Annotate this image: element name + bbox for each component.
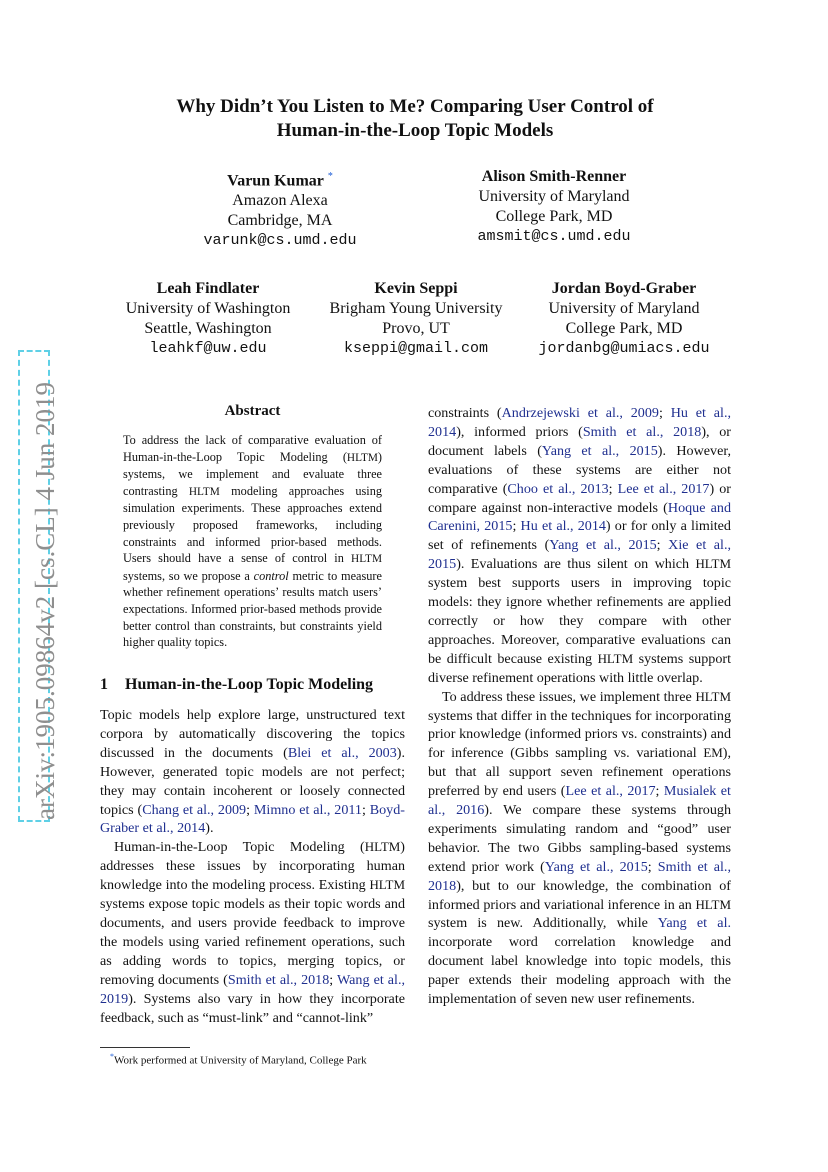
citation-link[interactable]: Boyd-Graber et al., 2014: [100, 801, 405, 837]
author-footnote-mark: *: [327, 171, 333, 182]
title-line-2: Human-in-the-Loop Topic Models: [276, 120, 554, 141]
citation-link[interactable]: Yang et al., 2015: [544, 858, 648, 875]
author-email: leahkf@uw.edu: [149, 340, 267, 357]
citation-link[interactable]: Chang et al., 2009: [142, 801, 247, 818]
section-title: Human-in-the-Loop Topic Modeling: [125, 676, 374, 693]
author-affiliation: Amazon Alexa: [232, 192, 328, 210]
title-line-1: Why Didn’t You Listen to Me? Comparing User Control of: [176, 96, 654, 117]
citation-link[interactable]: Hu et al., 2014: [428, 405, 731, 440]
author-name: Kevin Seppi: [374, 280, 458, 297]
author-email: jordanbg@umiacs.edu: [538, 340, 710, 357]
left-column-body: [100, 706, 405, 1027]
citation-link[interactable]: Lee et al., 2017: [565, 783, 656, 800]
citation-link[interactable]: Blei et al., 2003: [287, 744, 397, 761]
author-location: Provo, UT: [382, 320, 450, 337]
author-affiliation: University of Washington: [125, 300, 291, 317]
author-affiliation: Brigham Young University: [329, 300, 503, 317]
author-email: varunk@cs.umd.edu: [203, 232, 357, 250]
citation-link[interactable]: Hoque and Carenini, 2015: [428, 499, 731, 535]
citation-link[interactable]: Mimno et al., 2011: [253, 801, 362, 818]
arxiv-stamp: [10, 350, 60, 820]
author-email: amsmit@cs.umd.edu: [477, 228, 631, 245]
paragraph: To address these issues, we implement three HLTM systems that differ in the techniques for incorporating prior knowledge (informed priors vs. constraints) and for inference (Gibbs sampling vs. variational EM), but that all support seven refinement operations preferred by end users (Lee et al., 2017; Musialek et al., 2016). We compare these systems through experiments simulating random and “good” user behavior. The two Gibbs sampling-based systems extend prior work (Yang et al., 2015; Smith et al., 2018), but to our knowledge, the combination of informed priors and variational inference in an HLTM system is new. Additionally, while Yang et al. incorporate word correlation knowledge and document label knowledge into topic models, this paper extends their modeling approach with the implementation of seven new user refinements.: [428, 688, 732, 1008]
footnote: [110, 1052, 367, 1067]
footnote-mark: *: [110, 1052, 114, 1061]
author-location: College Park, MD: [565, 320, 683, 337]
citation-link[interactable]: Yang et al., 2015: [541, 442, 658, 459]
author-3: [112, 279, 304, 359]
author-name: Jordan Boyd-Graber: [551, 280, 697, 297]
paragraph: Topic models help explore large, unstructured text corpora by automatically discovering the topics discussed in the documents (Blei et al., 2003). However, generated topic models are not perfect; they may contain incoherent or loosely connected topics (Chang et al., 2009; Mimno et al., 2011; Boyd-Graber et al., 2014).: [100, 707, 405, 837]
citation-link[interactable]: Lee et al., 2017: [617, 480, 710, 497]
citation-link[interactable]: Yang et al., 2015: [549, 537, 657, 554]
citation-link[interactable]: Choo et al., 2013: [507, 480, 609, 497]
footnote-text: Work performed at University of Maryland, College Park: [114, 1054, 367, 1067]
citation-link[interactable]: Hu et al., 2014: [520, 518, 606, 535]
footnote-rule: [100, 1047, 190, 1048]
abstract-heading: Abstract: [224, 403, 281, 419]
right-column-body: [428, 404, 731, 1009]
author-location: College Park, MD: [495, 208, 613, 225]
abstract-body: To address the lack of comparative evaluation of Human-in-the-Loop Topic Modeling (HLTM) systems, we implement and evaluate three contrasting HLTM modeling approaches using simulation experiments. These approaches extend previously proposed frameworks, including constraints and informed prior-based methods. Users should have a sense of control in HLTM systems, so we propose a control metric to measure whether refinement operations’ results match users’ expectations. Informed prior-based methods provide better control than constraints, but constraints yield higher quality topics.: [123, 433, 382, 650]
paper-title: [100, 95, 730, 143]
author-affiliation: University of Maryland: [548, 300, 700, 317]
paragraph: constraints (Andrzejewski et al., 2009; Hu et al., 2014), informed priors (Smith et al., 2018), or document labels (Yang et al., 2015). However, evaluations of these systems are either not comparative (Choo et al., 2013; Lee et al., 2017) or compare against non-interactive models (Hoque and Carenini, 2015; Hu et al., 2014) or for only a limited set of refinements (Yang et al., 2015; Xie et al., 2015). Evaluations are thus silent on which HLTM system best supports users in improving topic models: they ignore whether refinements are applied correctly or how they compare with other approaches. Moreover, comparative evaluations can be difficult because existing HLTM systems support diverse refinement operations with little overlap.: [428, 405, 732, 686]
author-location: Cambridge, MA: [227, 212, 333, 230]
author-name: Alison Smith-Renner: [481, 168, 627, 185]
section-heading: [100, 676, 373, 694]
author-2: [444, 167, 664, 247]
author-5: [522, 279, 726, 359]
section-number: 1: [100, 676, 108, 693]
author-name: Varun Kumar: [227, 172, 324, 190]
citation-link[interactable]: Smith et al., 2018: [582, 423, 702, 440]
author-4: [318, 279, 514, 359]
citation-link[interactable]: Xie et al., 2015: [428, 537, 732, 573]
citation-link[interactable]: Musialek et al., 2016: [428, 783, 731, 819]
arxiv-stamp-text: arXiv:1905.09864v2 [cs.CL] 4 Jun 2019: [30, 382, 60, 820]
citation-link[interactable]: Smith et al., 2018: [428, 858, 731, 894]
citation-link[interactable]: Smith et al., 2018: [227, 971, 330, 988]
citation-link[interactable]: Wang et al., 2019: [100, 971, 406, 1007]
citation-link[interactable]: Andrzejewski et al., 2009: [501, 405, 659, 421]
author-location: Seattle, Washington: [144, 320, 272, 337]
author-1: [180, 167, 380, 251]
paragraph: Human-in-the-Loop Topic Modeling (HLTM) addresses these issues by incorporating human knowledge into the modeling process. Existing HLTM systems expose topic models as their topic words and documents, and users provide feedback to improve the models using varied refinement operations, such as adding words to topics, merging topics, or removing documents (Smith et al., 2018; Wang et al., 2019). Systems also vary in how they incorporate feedback, such as “must-link” and “cannot-link”: [100, 839, 406, 1026]
citation-link[interactable]: Yang et al.: [657, 915, 732, 932]
author-email: kseppi@gmail.com: [343, 340, 489, 357]
author-affiliation: University of Maryland: [478, 188, 630, 205]
author-name: Leah Findlater: [156, 280, 260, 297]
